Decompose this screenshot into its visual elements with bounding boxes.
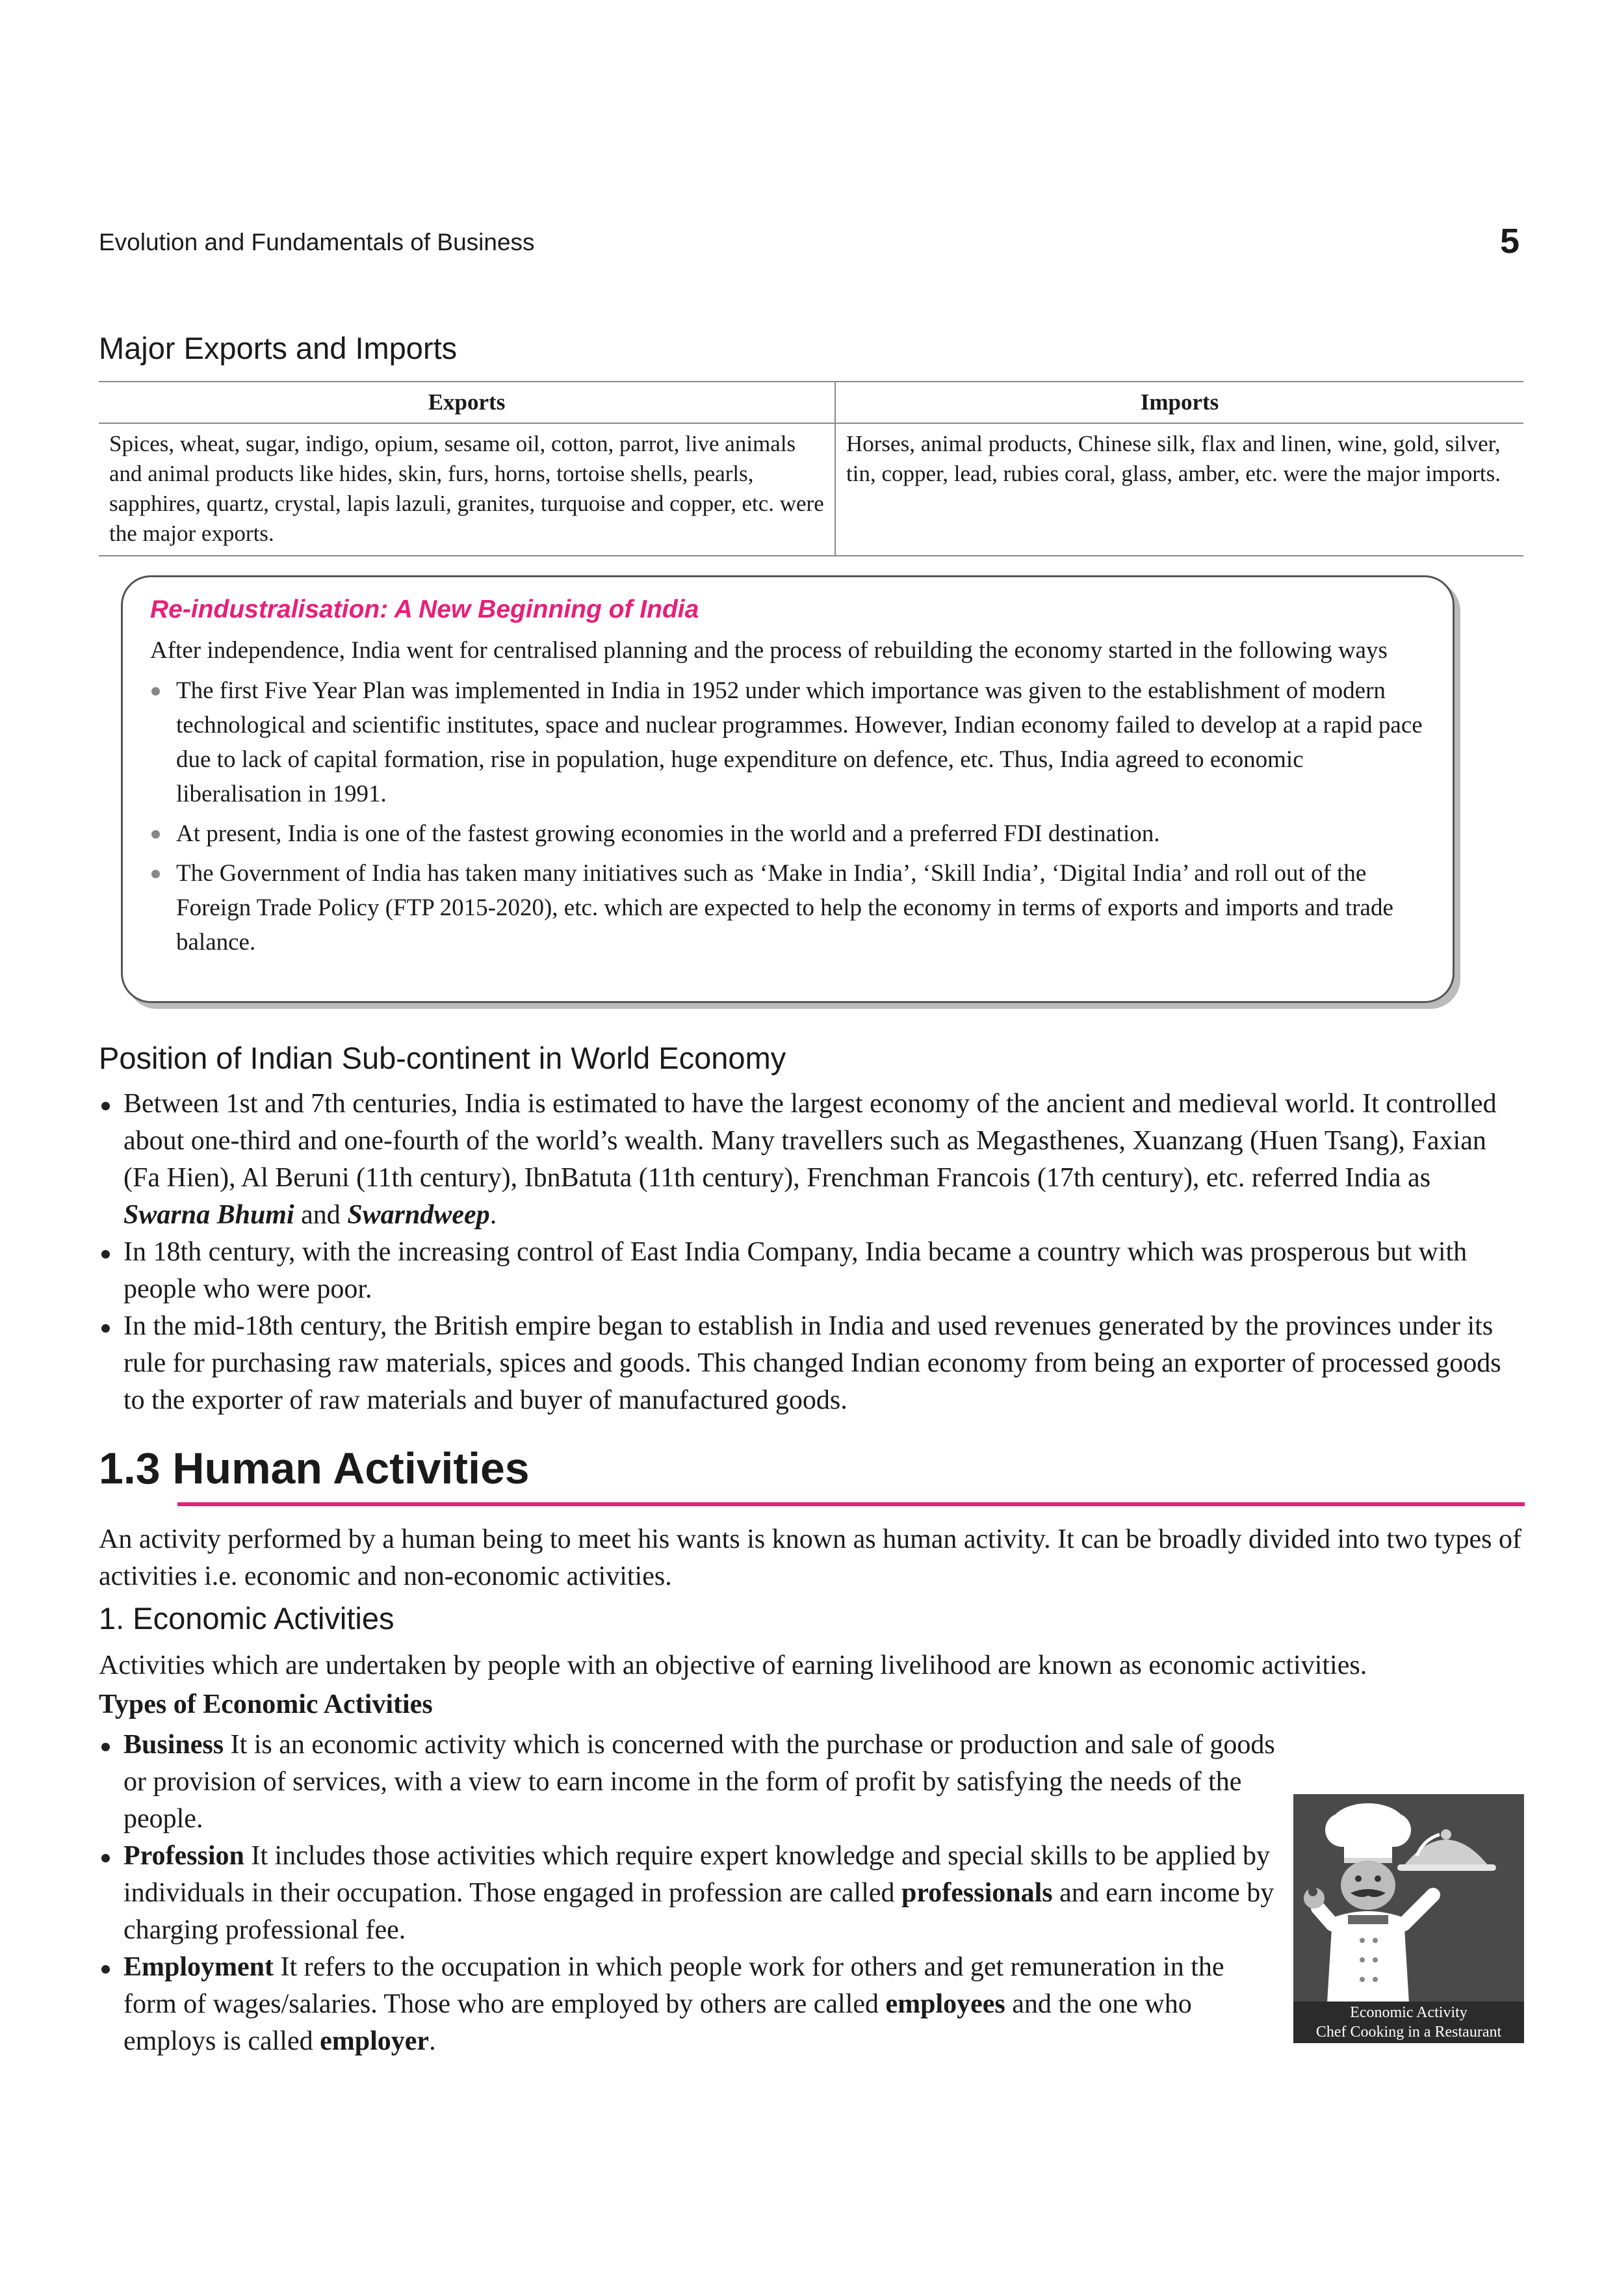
bullet-icon [101, 1854, 110, 1862]
period-text: . [489, 1200, 497, 1230]
exports-column-header: Exports [99, 382, 835, 423]
page-number: 5 [1499, 222, 1520, 261]
table-row [99, 423, 1523, 556]
chef-holding-cloche-icon [1293, 1794, 1524, 2003]
employment-text-end: . [429, 2026, 436, 2056]
swarna-bhumi-term: Swarna Bhumi [123, 1200, 294, 1230]
employees-term: employees [885, 1989, 1005, 2019]
section-heading: 1.3 Human Activities [99, 1444, 530, 1493]
figure-caption [1293, 2002, 1524, 2043]
callout-point: At present, India is one of the fastest growing economies in the world and a preferred FDI destination. [176, 820, 1160, 847]
employer-term: employer [320, 2026, 430, 2056]
position-point-2: In 18th century, with the increasing control of East India Company, India became a country which was prosperous but with people who were poor. [123, 1237, 1468, 1304]
connector-text: and [294, 1200, 348, 1230]
position-point-3: In the mid-18th century, the British empire began to establish in India and used revenues generated by the provinces under its rule for purchasing raw materials, spices and goods. This changed Indian economy from being an exporter of processed goods to the exporter of raw materials and buyer of manufactured goods. [123, 1311, 1501, 1415]
position-heading: Position of Indian Sub-continent in World Economy [99, 1041, 786, 1075]
bullet-icon [101, 1102, 110, 1110]
bullet-icon [101, 1250, 110, 1259]
bullet-icon [101, 1965, 110, 1974]
imports-cell: Horses, animal products, Chinese silk, flax and linen, wine, gold, silver, tin, copper, lead, rubies coral, glass, amber, etc. were the major imports. [835, 423, 1523, 556]
business-text: It is an economic activity which is concerned with the purchase or production and sale of goods or provision of services, with a view to earn income in the form of profit by satisfying the needs of the people. [123, 1730, 1275, 1834]
bullet-icon [151, 870, 160, 878]
callout-point: The first Five Year Plan was implemented in India in 1952 under which importance was given to the establishment of modern technological and scientific institutes, space and nuclear programmes. However, Indian economy failed to develop at a rapid pace due to lack of capital formation, rise in population, huge expenditure on defence, etc. Thus, India agreed to economic liberalisation in 1991. [176, 677, 1423, 807]
profession-text-end: and earn income by charging professional fee. [123, 1878, 1274, 1945]
bullet-icon [151, 830, 160, 839]
economic-activities-heading: 1. Economic Activities [99, 1601, 395, 1636]
callout-title: Re-industralisation: A New Beginning of India [150, 595, 699, 623]
exports-imports-table [99, 381, 1523, 556]
bullet-icon [151, 687, 160, 696]
list-item [150, 673, 1423, 811]
exports-cell: Spices, wheat, sugar, indigo, opium, sesame oil, cotton, parrot, live animals and animal products like hides, skin, furs, horns, tortoise shells, pearls, sapphires, quartz, crystal, lapis lazuli, granites, turquoise and copper, etc. were the major exports. [99, 423, 835, 556]
list-item [99, 1308, 1523, 1419]
list-item [99, 1234, 1523, 1308]
types-heading: Types of Economic Activities [99, 1689, 433, 1719]
bullet-icon [101, 1743, 110, 1751]
table-header-row [99, 382, 1523, 423]
list-item [150, 816, 1423, 851]
list-item [99, 1949, 1275, 2060]
running-title: Evolution and Fundamentals of Business [99, 229, 535, 255]
list-item [150, 856, 1423, 959]
position-list [99, 1086, 1523, 1419]
exports-imports-heading: Major Exports and Imports [99, 331, 458, 365]
employment-text: It refers to the occupation in which people work for others and get remuneration in the form of wages/salaries. Those who are employed by others are called [123, 1952, 1224, 2019]
bullet-icon [101, 1324, 110, 1333]
position-point-1: Between 1st and 7th centuries, India is estimated to have the largest economy of the ancient and medieval world. It controlled about one-third and one-fourth of the world’s wealth. Many travellers such as Megasthenes, Xuanzang (Huen Tsang), Faxian (Fa Hien), Al Beruni (11th century), IbnBatuta (11th century), Frenchman Francois (17th century), etc. referred India as [123, 1089, 1497, 1193]
employment-term: Employment [123, 1952, 274, 1982]
employment-text-mid: and the one who employs is called [123, 1989, 1192, 2056]
profession-term: Profession [123, 1841, 244, 1871]
economic-types-list [99, 1727, 1275, 2060]
caption-line-2: Chef Cooking in a Restaurant [1315, 2024, 1502, 2041]
professionals-term: professionals [901, 1878, 1053, 1908]
callout-point: The Government of India has taken many initiatives such as ‘Make in India’, ‘Skill India’, ‘Digital India’ and roll out of the Foreign Trade Policy (FTP 2015-2020), etc. which are expected to help the economy in terms of exports and imports and trade balance. [176, 860, 1393, 956]
list-item [99, 1086, 1523, 1234]
section-underline [177, 1502, 1525, 1506]
swarndweep-term: Swarndweep [347, 1200, 490, 1230]
economic-activities-definition: Activities which are undertaken by people with an objective of earning livelihood are known as economic activities. [99, 1650, 1367, 1680]
human-activity-intro: An activity performed by a human being to meet his wants is known as human activity. It can be broadly divided into two types of activities i.e. economic and non-economic activities. [99, 1524, 1521, 1591]
callout-list [150, 673, 1423, 959]
chef-figure [1293, 1794, 1524, 2043]
business-term: Business [123, 1730, 224, 1760]
list-item [99, 1838, 1275, 1949]
callout-intro: After independence, India went for centralised planning and the process of rebuilding the economy started in the following ways [150, 637, 1388, 664]
reindustrialisation-callout [121, 575, 1455, 1003]
profession-text: It includes those activities which require expert knowledge and special skills to be applied by individuals in their occupation. Those engaged in profession are called [123, 1841, 1270, 1908]
list-item [99, 1727, 1300, 1838]
imports-column-header: Imports [835, 382, 1523, 423]
caption-line-1: Economic Activity [1350, 2004, 1468, 2021]
